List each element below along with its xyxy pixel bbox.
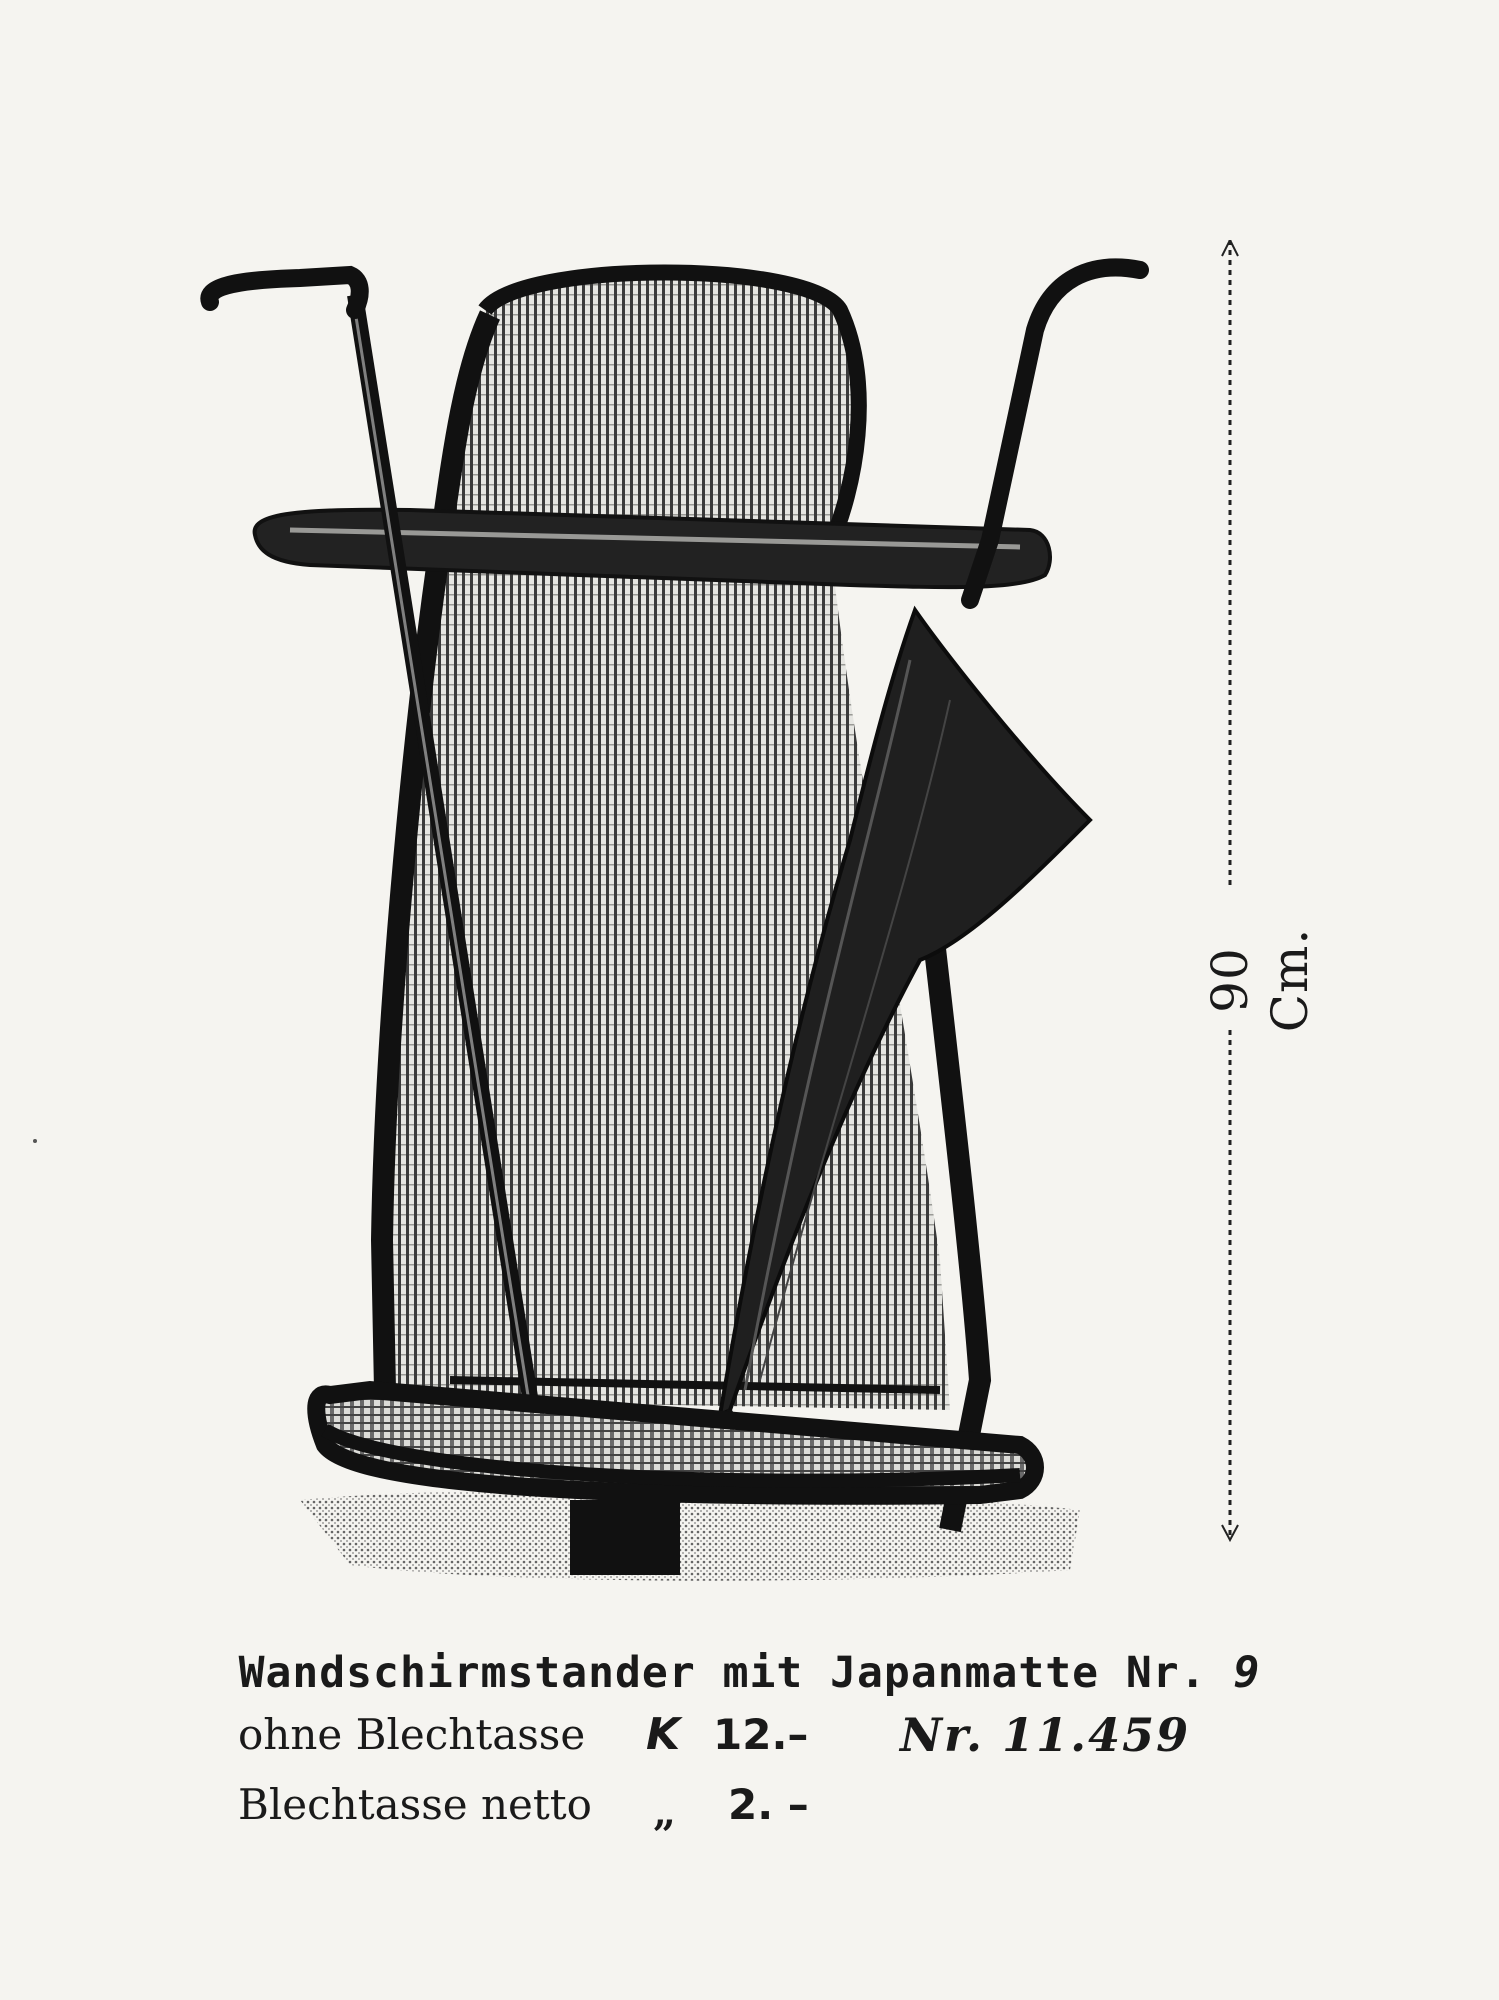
dimension-arrow (1222, 240, 1238, 1540)
product-title-number: 9 (1233, 1648, 1261, 1698)
height-dimension-label: 90 Cm. (1201, 927, 1319, 1033)
product-title-text: Wandschirmstander mit Japanmatte Nr. (238, 1648, 1207, 1698)
ditto-mark: „ (653, 1789, 677, 1836)
umbrella-stand-illustration (150, 240, 1319, 1650)
paper-speck (33, 1139, 37, 1143)
price-line-label: ohne Blechtasse (238, 1710, 586, 1759)
price-value: 12.– (713, 1710, 809, 1759)
currency-symbol: K (646, 1709, 681, 1760)
umbrella-shaft (970, 268, 1140, 601)
cane-handle (209, 275, 359, 310)
tray-price-value: 2. – (728, 1780, 809, 1829)
product-title (0, 1648, 1499, 1698)
catalog-number: Nr. 11.459 (900, 1708, 1191, 1762)
stand-foot (570, 1500, 680, 1575)
top-ring (255, 510, 1050, 587)
tray-price-label: Blechtasse netto (238, 1780, 592, 1829)
